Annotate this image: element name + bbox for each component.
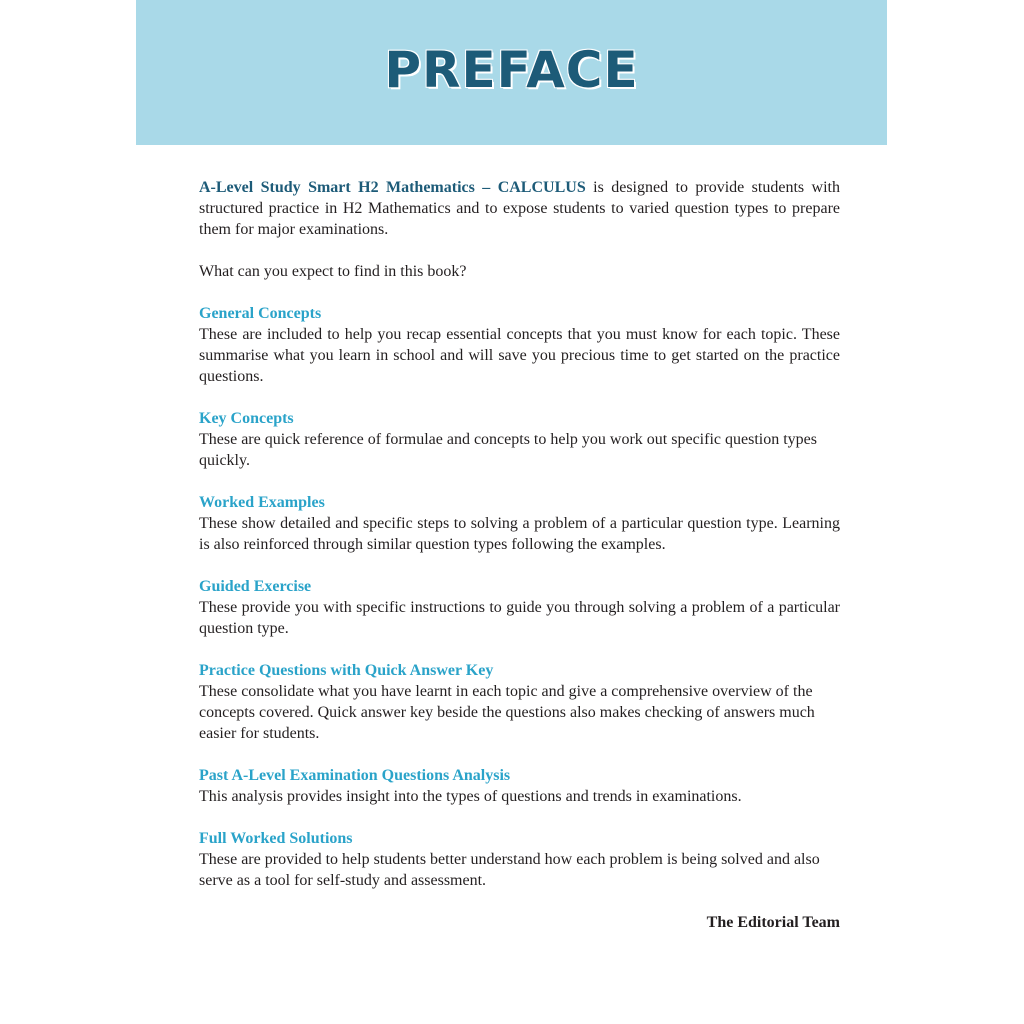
section-past-exam-analysis (199, 765, 840, 807)
section-body: These are provided to help students better understand how each problem is being solved and also serve as a tool for self-study and assessment. (199, 851, 820, 889)
section-heading: Full Worked Solutions (199, 830, 353, 847)
section-heading: General Concepts (199, 305, 322, 322)
section-practice-questions (199, 660, 840, 744)
page-title: PREFACE (384, 41, 639, 99)
section-key-concepts (199, 408, 840, 471)
section-body: These are quick reference of formulae and concepts to help you work out specific question types quickly. (199, 431, 817, 469)
section-heading: Past A-Level Examination Questions Analysis (199, 767, 511, 784)
header-banner (136, 0, 887, 145)
section-heading: Guided Exercise (199, 578, 312, 595)
section-heading: Key Concepts (199, 410, 294, 427)
question-line: What can you expect to find in this book? (199, 263, 467, 280)
section-full-worked-solutions (199, 828, 840, 891)
section-general-concepts (199, 303, 840, 387)
section-worked-examples (199, 492, 840, 555)
section-body: These consolidate what you have learnt in each topic and give a comprehensive overview of the concepts covered. Quick answer key beside the questions also makes checking of answers much easier for students. (199, 683, 815, 742)
section-body: These show detailed and specific steps to solving a problem of a particular question type. Learning is also reinforced through similar question types following the examples. (199, 515, 840, 553)
signature: The Editorial Team (706, 914, 840, 931)
section-guided-exercise (199, 576, 840, 639)
section-heading: Worked Examples (199, 494, 325, 511)
section-heading: Practice Questions with Quick Answer Key (199, 662, 494, 679)
section-body: These provide you with specific instructions to guide you through solving a problem of a particular question type. (199, 599, 840, 637)
book-title: A-Level Study Smart H2 Mathematics – CALCULUS (199, 179, 586, 196)
intro-text: is designed to provide students with structured practice in H2 Mathematics and to expose students to varied question types to prepare them for major examinations. (199, 179, 840, 238)
intro-paragraph (199, 177, 840, 240)
section-body: This analysis provides insight into the types of questions and trends in examinations. (199, 788, 742, 805)
preface-content (199, 177, 840, 933)
section-body: These are included to help you recap essential concepts that you must know for each topic. These summarise what you learn in school and will save you precious time to get started on the practice questions. (199, 326, 840, 385)
